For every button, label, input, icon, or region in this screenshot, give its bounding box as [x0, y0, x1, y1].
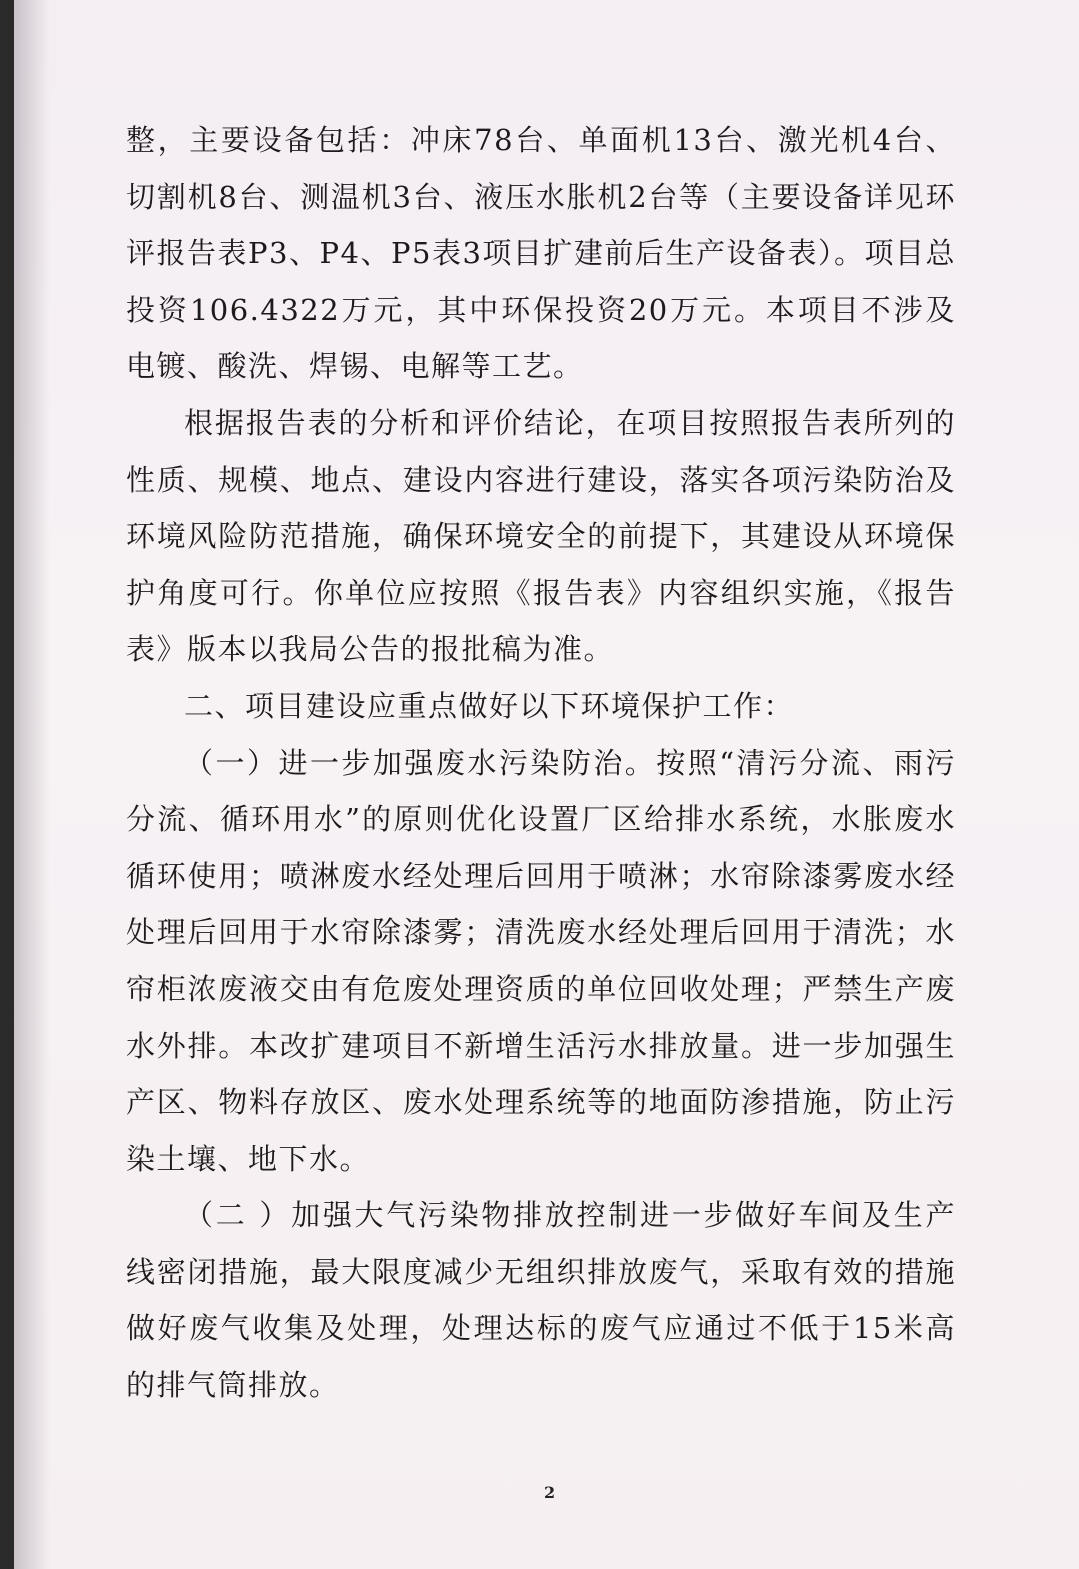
body-text: [126, 112, 956, 1414]
paragraph-wastewater: （一）进一步加强废水污染防治。按照“清污分流、雨污分流、循环用水”的原则优化设置厂区给排水系统，水胀废水循环使用；喷淋废水经处理后回用于喷淋；水帘除漆雾废水经处理后回用于水帘除漆雾；清洗废水经处理后回用于清洗；水帘柜浓废液交由有危废处理资质的单位回收处理；严禁生产废水外排。本改扩建项目不新增生活污水排放量。进一步加强生产区、物料存放区、废水处理系统等的地面防渗措施，防止污染土壤、地下水。: [126, 745, 956, 1176]
page-number: 2: [544, 1483, 556, 1502]
page-edge-shadow: [14, 0, 50, 1569]
paragraph-equipment: 整，主要设备包括：冲床78台、单面机13台、激光机4台、切割机8台、测温机3台、液压水胀机2台等（主要设备详见环评报告表P3、P4、P5表3项目扩建前后生产设备表）。项目总投资106.4322万元，其中环保投资20万元。本项目不涉及电镀、酸洗、焊锡、电解等工艺。: [126, 123, 956, 384]
section-heading-two: 二、项目建设应重点做好以下环境保护工作：: [184, 688, 795, 723]
document-page: [14, 0, 1079, 1569]
paragraph-air-pollution: （二 ）加强大气污染物排放控制进一步做好车间及生产线密闭措施，最大限度减少无组织排放废气，采取有效的措施做好废气收集及处理，处理达标的废气应通过不低于15米高的排气筒排放。: [126, 1198, 956, 1403]
paragraph-conclusion: 根据报告表的分析和评价结论，在项目按照报告表所列的性质、规模、地点、建设内容进行建设，落实各项污染防治及环境风险防范措施，确保环境安全的前提下，其建设从环境保护角度可行。你单位应按照《报告表》内容组织实施，《报告表》版本以我局公告的报批稿为准。: [126, 405, 956, 667]
